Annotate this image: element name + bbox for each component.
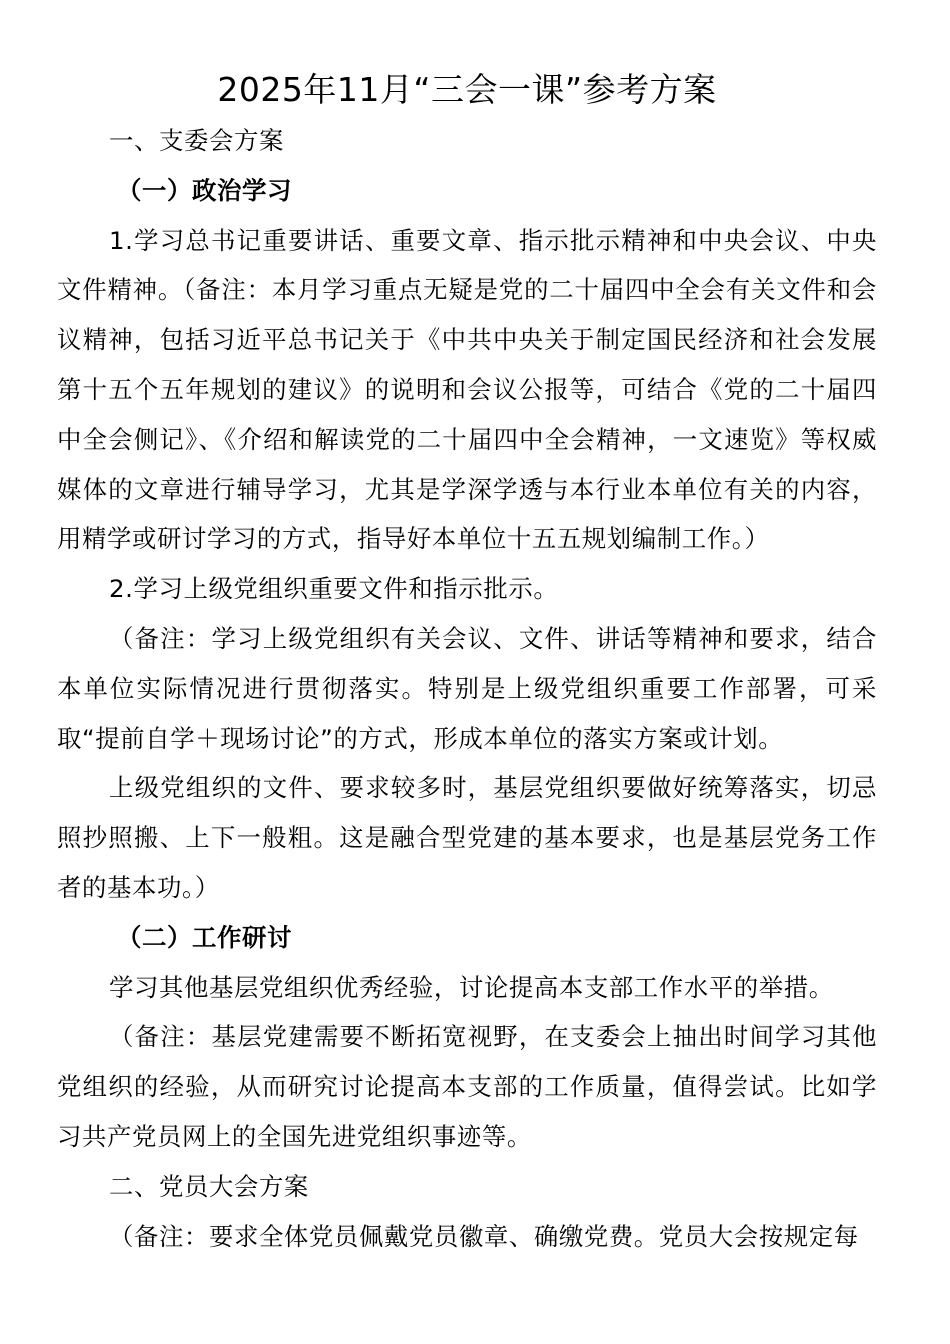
body-paragraph: （备注：基层党建需要不断拓宽视野，在支委会上抽出时间学习其他党组织的经验，从而研究讨论提高本支部的工作质量，值得尝试。比如学习共产党员网上的全国先进党组织事迹等。 [57,1022,877,1151]
body-paragraph: 2.学习上级党组织重要文件和指示批示。 [109,574,559,604]
section-heading-party-member-meeting: 二、党员大会方案 [109,1171,309,1201]
subsection-heading-work-discussion: （二）工作研讨 [117,922,292,952]
document-title: 2025年11月“三会一课”参考方案 [217,70,717,109]
body-paragraph: 学习其他基层党组织优秀经验，讨论提高本支部工作水平的举措。 [109,972,834,1002]
body-paragraph: 上级党组织的文件、要求较多时，基层党组织要做好统筹落实，切忌照抄照搬、上下一般粗。这是融合型党建的基本要求，也是基层党务工作者的基本功。） [57,773,877,902]
subsection-heading-political-study: （一）政治学习 [117,175,292,205]
body-paragraph: （备注：学习上级党组织有关会议、文件、讲话等精神和要求，结合本单位实际情况进行贯彻落实。特别是上级党组织重要工作部署，可采取“提前自学＋现场讨论”的方式，形成本单位的落实方案或计划。 [57,623,877,753]
body-paragraph: （备注：要求全体党员佩戴党员徽章、确缴党费。党员大会按规定每 [109,1221,859,1251]
body-paragraph: 1.学习总书记重要讲话、重要文章、指示批示精神和中央会议、中央文件精神。（备注：本月学习重点无疑是党的二十届四中全会有关文件和会议精神，包括习近平总书记关于《中共中央关于制定国民经济和社会发展第十五个五年规划的建议》的说明和会议公报等，可结合《党的二十届四中全会侧记》、《介绍和解读党的二十届四中全会精神，一文速览》等权威媒体的文章进行辅导学习，尤其是学深学透与本行业本单位有关的内容，用精学或研讨学习的方式，指导好本单位十五五规划编制工作。） [57,225,877,554]
document-page [57,64,877,1261]
section-heading-branch-committee: 一、支委会方案 [109,126,284,155]
